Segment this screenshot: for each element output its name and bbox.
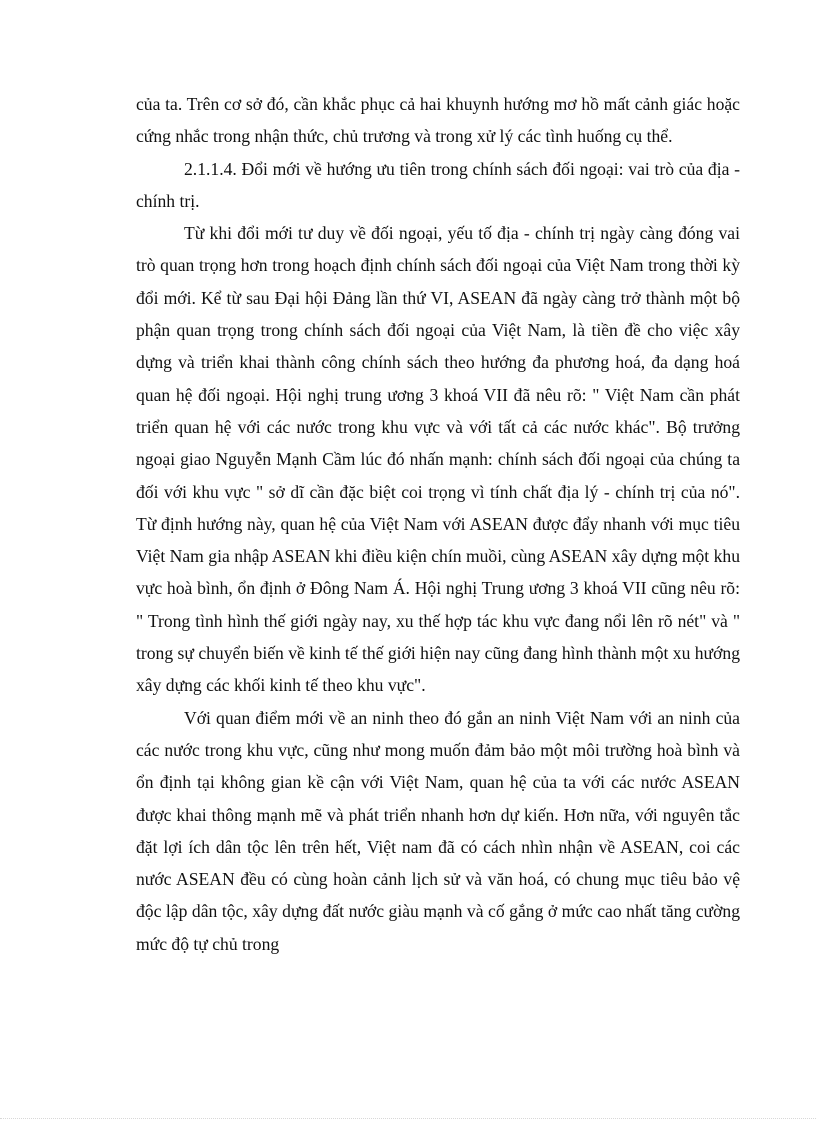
- paragraph-geopolitics: Từ khi đổi mới tư duy về đối ngoại, yếu tố địa - chính trị ngày càng đóng vai trò quan trọng hơn trong hoạch định chính sách đối ngoại của Việt Nam trong thời kỳ đổi mới. Kể từ sau Đại hội Đảng lần thứ VI, ASEAN đã ngày càng trở thành một bộ phận quan trọng trong chính sách đối ngoại của Việt Nam, là tiền đề cho việc xây dựng và triển khai thành công chính sách theo hướng đa phương hoá, đa dạng hoá quan hệ đối ngoại. Hội nghị trung ương 3 khoá VII đã nêu rõ: " Việt Nam cần phát triển quan hệ với các nước trong khu vực và với tất cả các nước khác". Bộ trưởng ngoại giao Nguyễn Mạnh Cầm lúc đó nhấn mạnh: chính sách đối ngoại của chúng ta đối với khu vực " sở dĩ cần đặc biệt coi trọng vì tính chất địa lý - chính trị của nó". Từ định hướng này, quan hệ của Việt Nam với ASEAN được đẩy nhanh với mục tiêu Việt Nam gia nhập ASEAN khi điều kiện chín muồi, cùng ASEAN xây dựng một khu vực hoà bình, ổn định ở Đông Nam Á. Hội nghị Trung ương 3 khoá VII cũng nêu rõ: " Trong tình hình thế giới ngày nay, xu thế hợp tác khu vực đang nổi lên rõ nét" và " trong sự chuyển biến về kinh tế thế giới hiện nay cũng đang hình thành một xu hướng xây dựng các khối kinh tế theo khu vực".: [136, 223, 740, 696]
- paragraph-continuation: của ta. Trên cơ sở đó, cần khắc phục cả hai khuynh hướng mơ hồ mất cảnh giác hoặc cứng nhắc trong nhận thức, chủ trương và trong xử lý các tình huống cụ thể.: [136, 94, 740, 147]
- paragraph-security-view: Với quan điểm mới về an ninh theo đó gắn an ninh Việt Nam với an ninh của các nước trong khu vực, cũng như mong muốn đảm bảo một môi trường hoà bình và ổn định tại không gian kề cận với Việt Nam, quan hệ của ta với các nước ASEAN được khai thông mạnh mẽ và phát triển nhanh hơn dự kiến. Hơn nữa, với nguyên tắc đặt lợi ích dân tộc lên trên hết, Việt nam đã có cách nhìn nhận về ASEAN, coi các nước ASEAN đều có cùng hoàn cảnh lịch sử và văn hoá, có chung mục tiêu bảo vệ độc lập dân tộc, xây dựng đất nước giàu mạnh và cố gắng ở mức cao nhất tăng cường mức độ tự chủ trong: [136, 707, 740, 954]
- document-body: [136, 88, 740, 960]
- section-heading-2-1-1-4: 2.1.1.4. Đổi mới về hướng ưu tiên trong chính sách đối ngoại: vai trò của địa - chính trị.: [136, 158, 740, 211]
- page-bottom-rule: [0, 1118, 816, 1119]
